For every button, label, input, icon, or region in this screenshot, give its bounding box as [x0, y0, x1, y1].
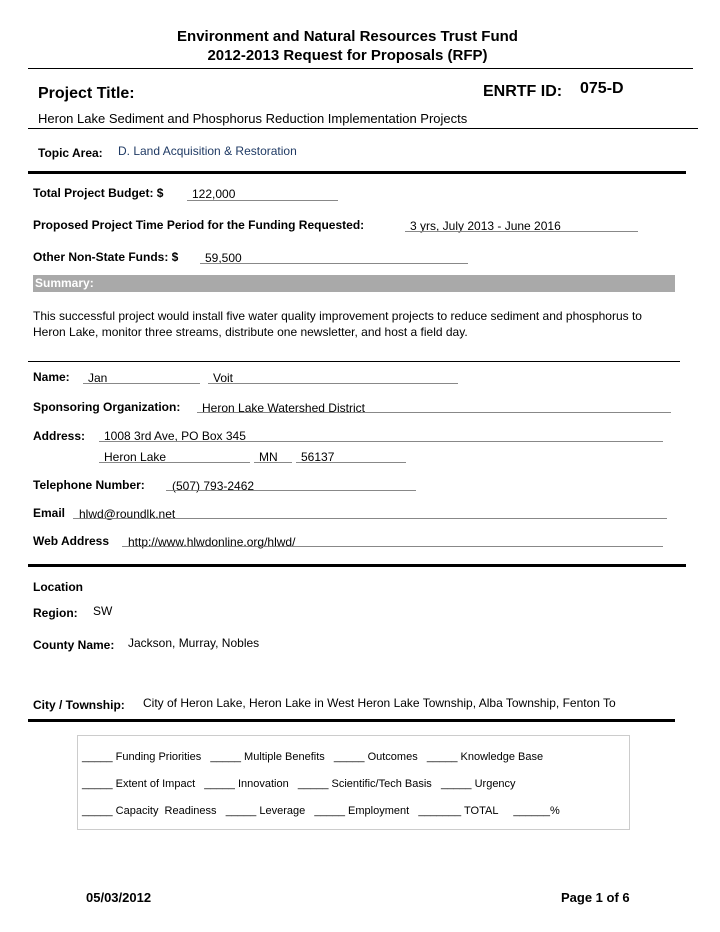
- street-underline: [99, 441, 663, 442]
- scoring-row-2: _____ Extent of Impact _____ Innovation _____ Scientific/Tech Basis _____ Urgency: [82, 778, 516, 790]
- street-value: 1008 3rd Ave, PO Box 345: [104, 429, 246, 443]
- nonstate-underline: [200, 263, 468, 264]
- city-value: Heron Lake: [104, 450, 167, 464]
- budget-label: Total Project Budget: $: [33, 186, 164, 200]
- project-title-value: Heron Lake Sediment and Phosphorus Reduction Implementation Projects: [38, 111, 468, 126]
- period-underline: [405, 231, 638, 232]
- period-label: Proposed Project Time Period for the Funding Requested:: [33, 218, 365, 232]
- form-header-line1: Environment and Natural Resources Trust Fund: [177, 28, 518, 45]
- state-underline: [254, 462, 292, 463]
- budget-underline: [187, 200, 338, 201]
- topic-area-label: Topic Area:: [38, 146, 103, 160]
- section-divider-2: [28, 564, 686, 567]
- scoring-row-1: _____ Funding Priorities _____ Multiple Benefits _____ Outcomes _____ Knowledge Base: [82, 751, 544, 763]
- nonstate-funds-label: Other Non-State Funds: $: [33, 250, 179, 264]
- summary-heading: Summary:: [33, 275, 675, 292]
- last-name-underline: [208, 383, 458, 384]
- section-divider-3: [28, 719, 675, 722]
- telephone-label: Telephone Number:: [33, 478, 145, 492]
- period-value: 3 yrs, July 2013 - June 2016: [410, 219, 561, 233]
- county-label: County Name:: [33, 638, 115, 652]
- web-underline: [122, 546, 663, 547]
- city-township-label: City / Township:: [33, 698, 125, 712]
- scoring-row-3: _____ Capacity Readiness _____ Leverage _____ Employment _______ TOTAL ______%: [82, 805, 560, 817]
- first-name-underline: [83, 383, 200, 384]
- title-divider: [28, 128, 698, 129]
- enrtf-id-value: 075-D: [580, 80, 624, 97]
- web-address-value: http://www.hlwdonline.org/hlwd/: [128, 535, 296, 549]
- zip-underline: [296, 462, 406, 463]
- telephone-underline: [166, 490, 416, 491]
- address-label: Address:: [33, 429, 86, 443]
- email-label: Email: [33, 506, 66, 520]
- footer-date: 05/03/2012: [86, 890, 152, 905]
- header-divider: [28, 68, 693, 69]
- sponsoring-org-value: Heron Lake Watershed District: [202, 401, 365, 415]
- location-heading: Location: [33, 580, 83, 594]
- budget-value: 122,000: [192, 187, 236, 201]
- web-address-label: Web Address: [33, 534, 110, 548]
- county-value: Jackson, Murray, Nobles: [128, 636, 260, 650]
- sponsoring-org-label: Sponsoring Organization:: [33, 400, 181, 414]
- region-value: SW: [93, 604, 113, 618]
- state-value: MN: [259, 450, 278, 464]
- first-name-value: Jan: [88, 371, 108, 385]
- last-name-value: Voit: [213, 371, 234, 385]
- form-header-line2: 2012-2013 Request for Proposals (RFP): [207, 47, 488, 64]
- name-label: Name:: [33, 370, 70, 384]
- nonstate-funds-value: 59,500: [205, 251, 242, 265]
- summary-text: This successful project would install five water quality improvement projects to reduce sediment and phosphorus to Heron Lake, monitor three streams, distribute one newsletter, and host a field day.: [33, 309, 642, 339]
- project-title-label: Project Title:: [38, 85, 135, 102]
- zip-value: 56137: [301, 450, 335, 464]
- telephone-value: (507) 793-2462: [172, 479, 255, 493]
- footer-page-number: Page 1 of 6: [561, 890, 630, 905]
- city-township-value: City of Heron Lake, Heron Lake in West Heron Lake Township, Alba Township, Fenton To: [143, 696, 616, 710]
- org-underline: [197, 412, 671, 413]
- city-underline: [99, 462, 250, 463]
- topic-area-value: D. Land Acquisition & Restoration: [118, 144, 297, 158]
- region-label: Region:: [33, 606, 78, 620]
- enrtf-id-label: ENRTF ID:: [483, 83, 563, 100]
- summary-divider: [28, 361, 680, 362]
- section-divider-1: [28, 171, 686, 174]
- email-value: hlwd@roundlk.net: [79, 507, 176, 521]
- email-underline: [73, 518, 667, 519]
